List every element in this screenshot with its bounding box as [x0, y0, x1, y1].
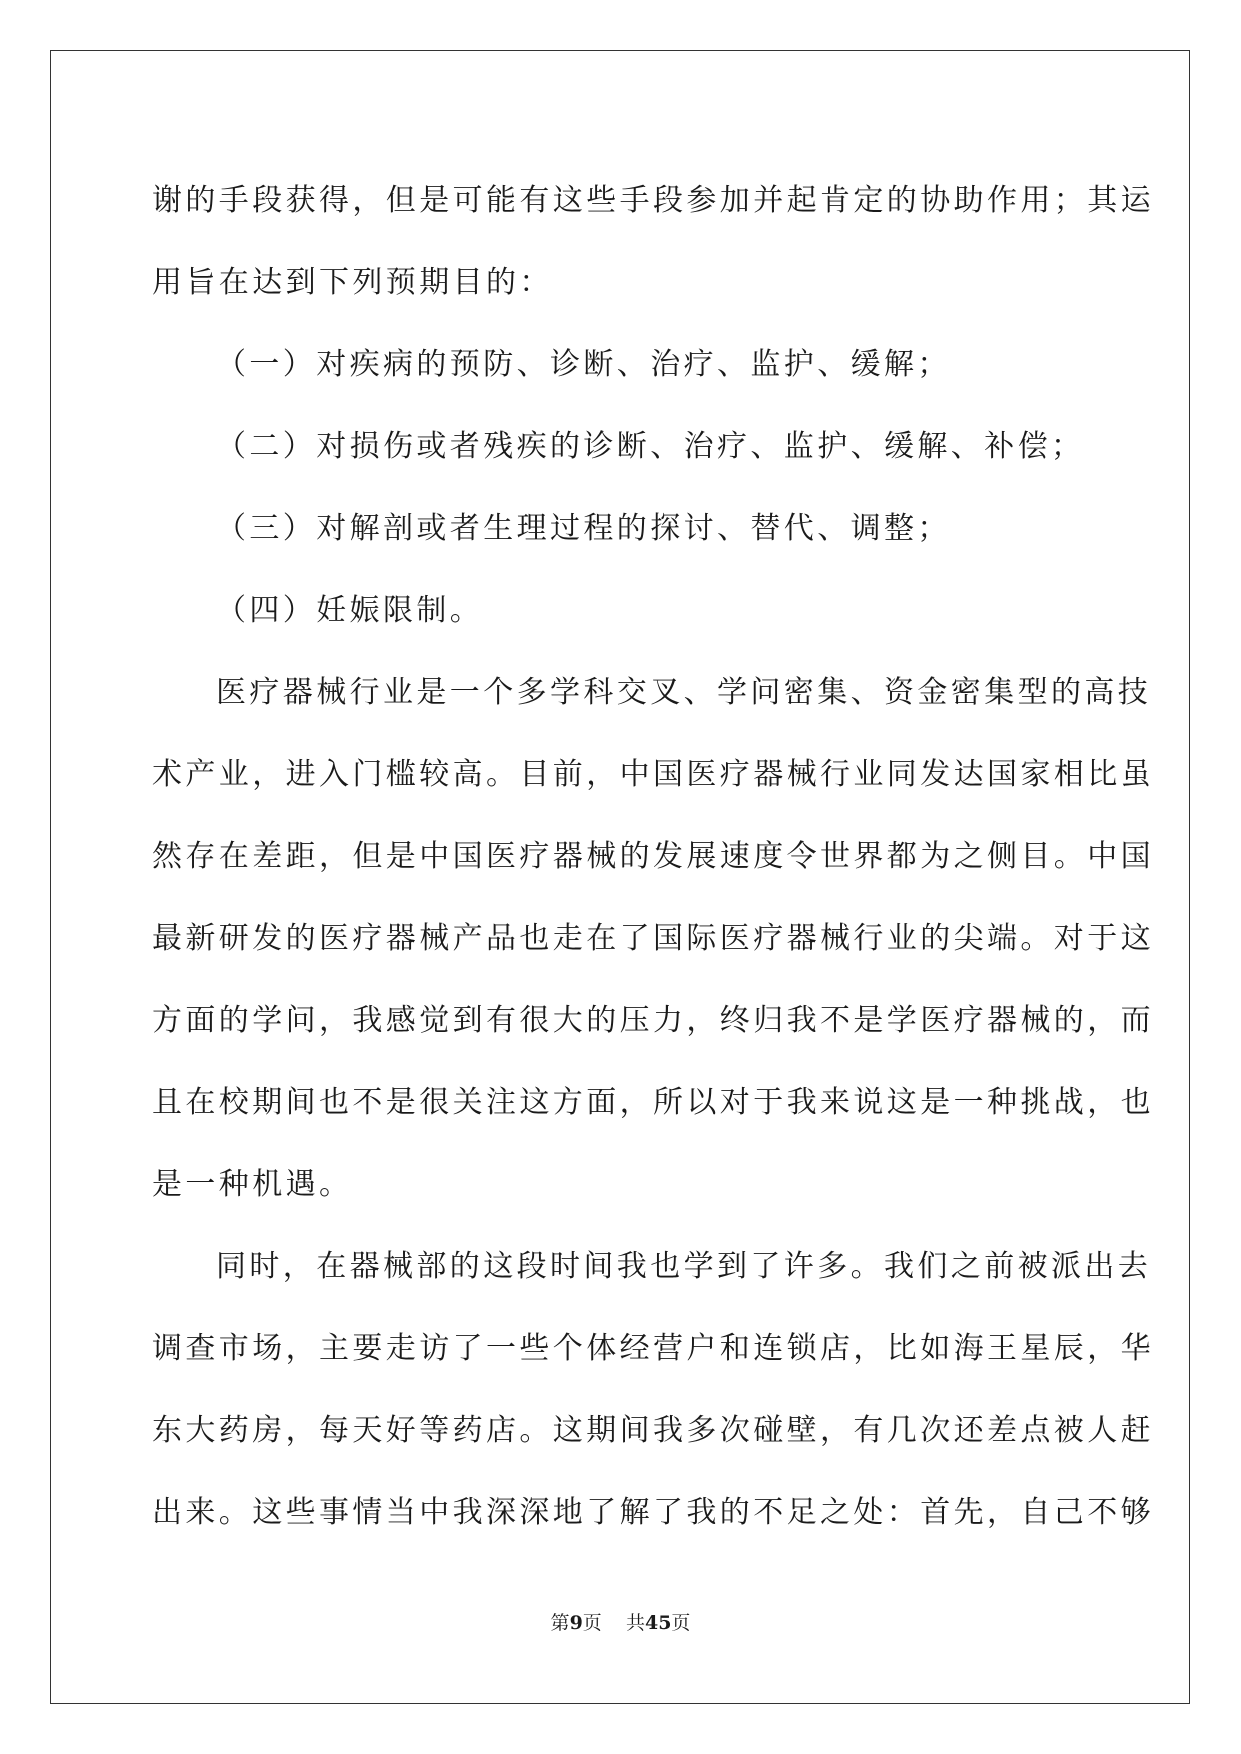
paragraph-2-line-4: 出来。这些事情当中我深深地了解了我的不足之处：首先，自己不够: [152, 1495, 1154, 1530]
text-line-1: 谢的手段获得，但是可能有这些手段参加并起肯定的协助作用；其运: [152, 183, 1154, 218]
list-item-3: （三）对解剖或者生理过程的探讨、替代、调整；: [216, 511, 951, 546]
paragraph-1-line-4: 最新研发的医疗器械产品也走在了国际医疗器械行业的尖端。对于这: [152, 921, 1154, 956]
paragraph-1-line-7: 是一种机遇。: [152, 1167, 353, 1202]
footer-prefix: 第: [550, 1612, 570, 1634]
footer-suffix: 页: [671, 1612, 691, 1634]
paragraph-1-line-6: 且在校期间也不是很关注这方面，所以对于我来说这是一种挑战，也: [152, 1085, 1154, 1120]
text-line-2: 用旨在达到下列预期目的：: [152, 265, 553, 300]
total-page-number: 45: [644, 1612, 672, 1634]
current-page-number: 9: [569, 1612, 583, 1634]
page-footer: [0, 1608, 1241, 1635]
footer-middle: 页 共: [582, 1612, 645, 1634]
paragraph-1-line-2: 术产业，进入门槛较高。目前，中国医疗器械行业同发达国家相比虽: [152, 757, 1154, 792]
paragraph-1-line-5: 方面的学问，我感觉到有很大的压力，终归我不是学医疗器械的，而: [152, 1003, 1154, 1038]
list-item-4: （四）妊娠限制。: [216, 593, 484, 628]
paragraph-2-line-2: 调查市场，主要走访了一些个体经营户和连锁店，比如海王星辰，华: [152, 1331, 1154, 1366]
paragraph-1-line-1: 医疗器械行业是一个多学科交叉、学问密集、资金密集型的高技: [216, 675, 1152, 710]
paragraph-2-line-1: 同时，在器械部的这段时间我也学到了许多。我们之前被派出去: [216, 1249, 1152, 1284]
list-item-2: （二）对损伤或者残疾的诊断、治疗、监护、缓解、补偿；: [216, 429, 1085, 464]
document-body: [152, 160, 1154, 1554]
paragraph-2-line-3: 东大药房，每天好等药店。这期间我多次碰壁，有几次还差点被人赶: [152, 1413, 1154, 1448]
paragraph-1-line-3: 然存在差距，但是中国医疗器械的发展速度令世界都为之侧目。中国: [152, 839, 1154, 874]
list-item-1: （一）对疾病的预防、诊断、治疗、监护、缓解；: [216, 347, 951, 382]
